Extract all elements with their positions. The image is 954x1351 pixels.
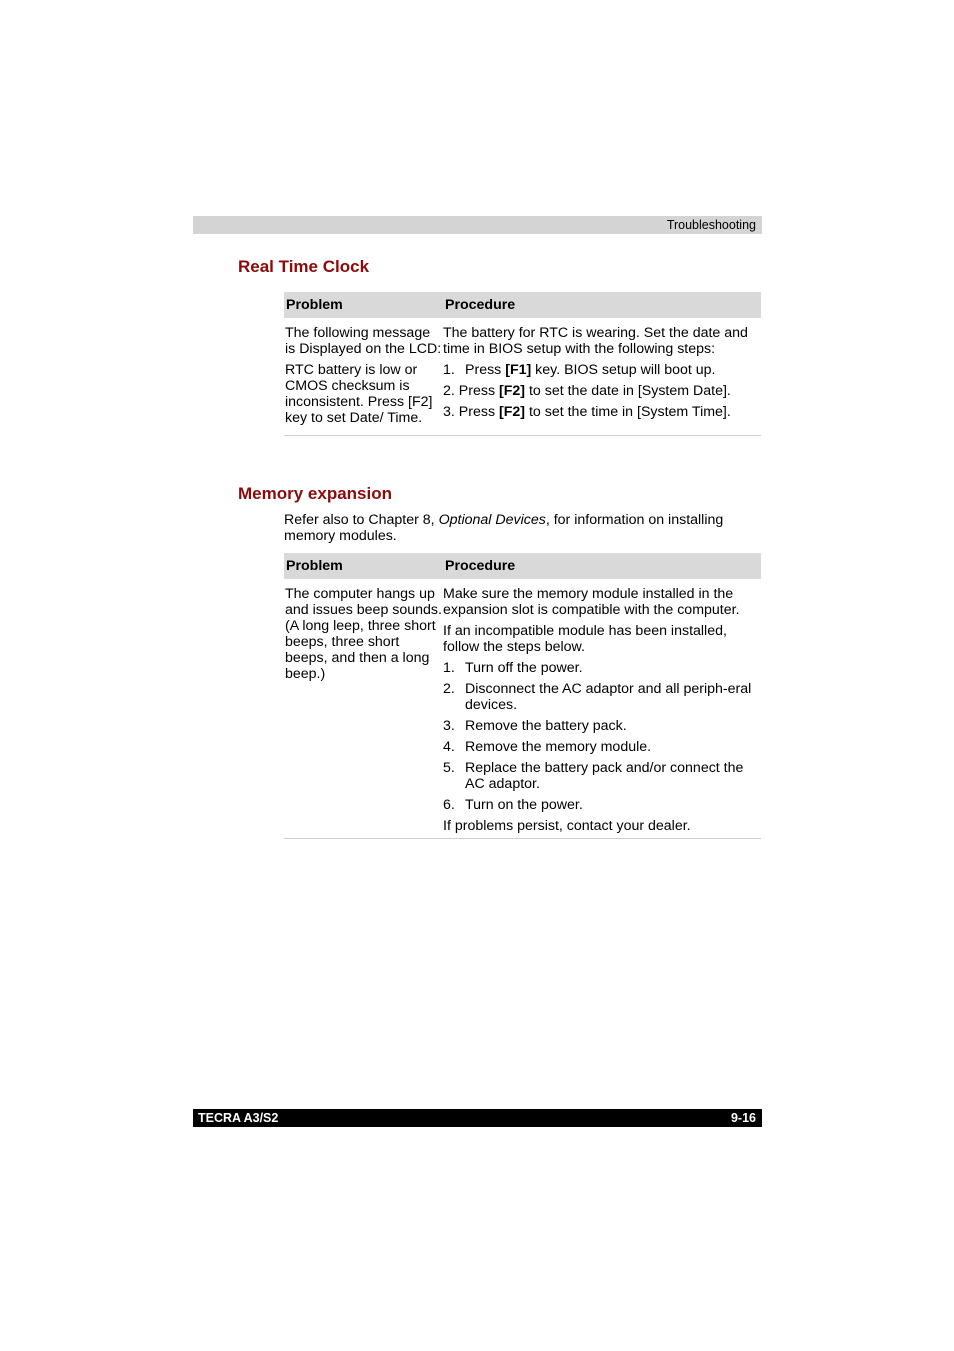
- running-footer: [193, 1109, 762, 1127]
- running-header: [193, 216, 762, 234]
- header-section-label: Troubleshooting: [666, 218, 756, 232]
- memory-problem-text: The computer hangs up and issues beep sounds. (A long leep, three short beeps, three short beeps, and then a long beep.): [285, 586, 442, 682]
- step-text: Remove the battery pack.: [465, 718, 627, 734]
- step-text: Press [F1] key. BIOS setup will boot up.: [465, 362, 716, 378]
- table-row: [284, 318, 761, 436]
- step-number: 2.: [443, 681, 455, 697]
- key-label: [F2]: [499, 404, 526, 420]
- list-item: [443, 404, 761, 420]
- step-text: Turn on the power.: [465, 797, 583, 813]
- step-text: 3. Press [F2] to set the time in [System Time].: [443, 404, 731, 420]
- chapter-reference: Optional Devices: [438, 512, 546, 528]
- step-number: 5.: [443, 760, 455, 776]
- memory-steps-list: [443, 660, 761, 813]
- col-problem-header: Problem: [284, 292, 443, 318]
- step-text: 2. Press [F2] to set the date in [System Date].: [443, 383, 731, 399]
- step-number: 1.: [443, 660, 455, 676]
- col-procedure-header: Procedure: [443, 292, 761, 318]
- memory-section-title: Memory expansion: [238, 484, 392, 503]
- key-label: [F2]: [499, 383, 526, 399]
- rtc-problem-cell: [284, 318, 443, 436]
- list-item: [443, 660, 761, 676]
- memory-procedure-p2: If an incompatible module has been installed, follow the steps below.: [443, 623, 727, 655]
- list-item: [443, 362, 761, 378]
- memory-intro-paragraph: Refer also to Chapter 8, Optional Devices, for information on installing memory modules.: [284, 512, 724, 544]
- list-item: [443, 760, 761, 792]
- step-text: Replace the battery pack and/or connect the AC adaptor.: [465, 760, 744, 792]
- memory-table: [284, 553, 761, 839]
- rtc-procedure-intro: The battery for RTC is wearing. Set the date and time in BIOS setup with the following steps:: [443, 325, 748, 357]
- table-header-row: [284, 292, 761, 318]
- footer-page-number: 9-16: [730, 1111, 756, 1125]
- col-problem-header: Problem: [284, 553, 443, 579]
- list-item: [443, 718, 761, 734]
- rtc-steps-list: [443, 362, 761, 420]
- memory-closing-note: If problems persist, contact your dealer.: [443, 818, 691, 834]
- footer-model-name: TECRA A3/S2: [198, 1111, 279, 1125]
- table-header-row: [284, 553, 761, 579]
- list-item: [443, 797, 761, 813]
- rtc-problem-message: RTC battery is low or CMOS checksum is inconsistent. Press [F2] key to set Date/ Time.: [285, 362, 433, 426]
- list-item: [443, 739, 761, 755]
- memory-procedure-p1: Make sure the memory module installed in the expansion slot is compatible with the computer.: [443, 586, 740, 618]
- step-number: 3.: [443, 718, 455, 734]
- step-number: 1.: [443, 362, 455, 378]
- memory-problem-cell: [284, 579, 443, 839]
- step-text: Turn off the power.: [465, 660, 583, 676]
- table-row: [284, 579, 761, 839]
- list-item: [443, 383, 761, 399]
- key-label: [F1]: [505, 362, 532, 378]
- list-item: [443, 681, 761, 713]
- memory-procedure-cell: [443, 579, 761, 839]
- rtc-table: [284, 292, 761, 436]
- rtc-procedure-cell: [443, 318, 761, 436]
- rtc-problem-message-intro: The following message is Displayed on the LCD:: [285, 325, 442, 357]
- step-text: Remove the memory module.: [465, 739, 652, 755]
- step-text: Disconnect the AC adaptor and all periph-eral devices.: [465, 681, 752, 713]
- step-number: 4.: [443, 739, 455, 755]
- rtc-section-title: Real Time Clock: [238, 257, 370, 276]
- col-procedure-header: Procedure: [443, 553, 761, 579]
- step-number: 6.: [443, 797, 455, 813]
